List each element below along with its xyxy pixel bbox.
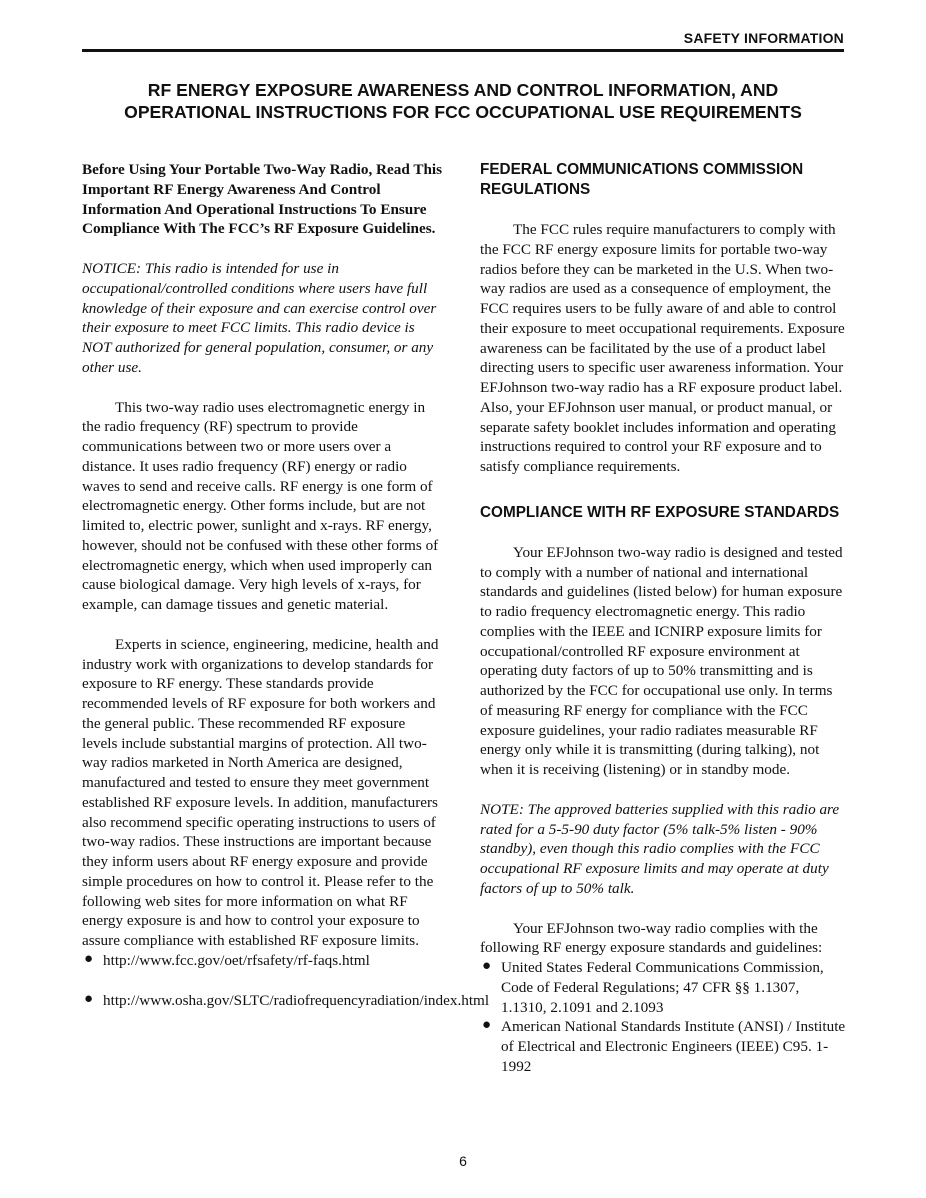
osha-link[interactable]: http://www.osha.gov/SLTC/radiofrequencyradiation/index.html — [103, 991, 490, 1009]
list-item — [480, 1017, 846, 1076]
bullet-icon: ● — [84, 950, 94, 967]
list-item — [82, 951, 444, 971]
reference-links — [82, 950, 490, 1011]
standards-paragraph: Experts in science, engineering, medicine, health and industry work with organizations to develop standards for exposure to RF energy. These standards provide recommended levels of RF exposure for both workers and the general public. These recommended RF exposure levels include substantial margins of protection. All two-way radios marketed in North America are designed, manufactured and tested to ensure they meet government established RF exposure levels. In addition, manufacturers also recommend specific operating instructions to users of two-way radios. These instructions are important because they inform users about RF energy exposure and provide simple procedures on how to control it. Please refer to the following web sites for more information on what RF energy exposure is and how to control your exposure to assure compliance with established RF exposure limits. — [82, 635, 439, 949]
title-line-2: OPERATIONAL INSTRUCTIONS FOR FCC OCCUPATIONAL USE REQUIREMENTS — [124, 102, 802, 122]
header-rule — [82, 49, 844, 52]
standards-list — [480, 958, 846, 1077]
list-item — [82, 990, 490, 1011]
battery-note: NOTE: The approved batteries supplied with this radio are rated for a 5-5-90 duty factor (5% talk-5% listen - 90% standby), even though this radio complies with the FCC occupational RF exposure limits and may operate at duty factors of up to 50% talk. — [480, 800, 840, 897]
bullet-icon: ● — [482, 1017, 492, 1034]
standard-fcc: United States Federal Communications Commission, Code of Federal Regulations; 47 CFR §§ 1.1307, 1.1310, 2.1091 and 2.1093 — [501, 959, 824, 1016]
fcc-regulations-paragraph: The FCC rules require manufacturers to comply with the FCC RF energy exposure limits for portable two-way radios before they can be marketed in the U.S. When two-way radios are used as a consequence of employment, the FCC requires users to be fully aware of and able to control their exposure to meet occupational requirements. Exposure awareness can be facilitated by the use of a product label directing users to specific user awareness information. Your EFJohnson two-way radio has a RF exposure product label. Also, your EFJohnson user manual, or product manual, or separate safety booklet includes information and operating instructions required to control your RF exposure and to satisfy compliance requirements. — [480, 221, 845, 475]
right-column — [480, 160, 846, 1077]
fcc-regulations-heading: FEDERAL COMMUNICATIONS COMMISSION REGULATIONS — [480, 161, 804, 198]
notice-paragraph: NOTICE: This radio is intended for use in occupational/controlled conditions where users have full knowledge of their exposure and can exercise control over their exposure to meet FCC limits. This radio device is NOT authorized for general population, consumer, or any other use. — [82, 260, 437, 376]
bullet-icon: ● — [84, 990, 94, 1007]
bullet-icon: ● — [482, 958, 492, 974]
page-number: 6 — [459, 1153, 467, 1169]
section-header: SAFETY INFORMATION — [683, 30, 844, 46]
compliance-paragraph: Your EFJohnson two-way radio is designed and tested to comply with a number of national and international standards and guidelines (listed below) for human exposure to radio frequency electromagnetic energy. This radio complies with the IEEE and ICNIRP exposure limits for occupational/controlled RF exposure environment at operating duty factors of up to 50% transmitting and is authorized by the FCC for occupational use only. In terms of measuring RF energy for compliance with the FCC exposure guidelines, your radio radiates measurable RF energy only while it is transmitting (during talking), not when it is receiving (listening) or in standby mode. — [480, 543, 843, 778]
left-column — [82, 160, 490, 1010]
standard-ansi-ieee: American National Standards Institute (ANSI) / Institute of Electrical and Electronic Engineers (IEEE) C95. 1-1992 — [501, 1018, 846, 1075]
rf-energy-paragraph: This two-way radio uses electromagnetic energy in the radio frequency (RF) spectrum to provide communications between two or more users over a distance. It uses radio frequency (RF) energy or radio waves to send and receive calls. RF energy is one form of electromagnetic energy. Other forms include, but are not limited to, electric power, sunlight and x-rays. RF energy, however, should not be confused with these other forms of electromagnetic energy, which when used improperly can cause biological damage. Very high levels of x-rays, for example, can damage tissues and genetic material. — [82, 398, 439, 613]
standards-intro: Your EFJohnson two-way radio complies with the following RF energy exposure standards and guidelines: — [480, 919, 823, 957]
title-line-1: RF ENERGY EXPOSURE AWARENESS AND CONTROL INFORMATION, AND — [147, 80, 779, 100]
compliance-heading: COMPLIANCE WITH RF EXPOSURE STANDARDS — [480, 503, 840, 521]
intro-statement: Before Using Your Portable Two-Way Radio, Read This Important RF Energy Awareness And Control Information And Operational Instructions To Ensure Compliance With The FCC’s RF Exposure Guidelines. — [82, 161, 443, 238]
document-title — [82, 79, 844, 123]
list-item — [480, 958, 846, 1017]
fcc-link[interactable]: http://www.fcc.gov/oet/rfsafety/rf-faqs.html — [103, 951, 370, 969]
